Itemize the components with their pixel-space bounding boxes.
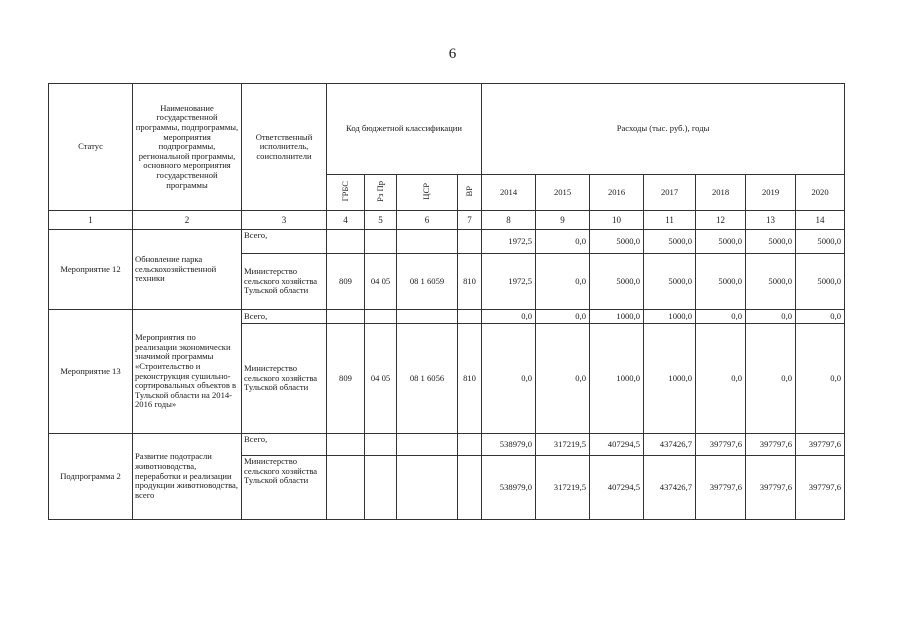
row-total-label: Всего, (242, 310, 327, 324)
year-2019: 2019 (746, 175, 796, 211)
rzpr-cell (365, 456, 397, 520)
value-cell: 407294,5 (590, 434, 644, 456)
value-cell: 0,0 (536, 310, 590, 324)
row-status: Подпрограмма 2 (49, 434, 133, 520)
col-num: 14 (796, 211, 845, 230)
value-cell: 1000,0 (644, 324, 696, 434)
header-vr-label: ВР (463, 185, 474, 197)
vr-cell: 810 (458, 254, 482, 310)
col-num: 3 (242, 211, 327, 230)
header-row (49, 84, 845, 175)
budget-table (48, 83, 845, 520)
header-expenses: Расходы (тыс. руб.), годы (482, 84, 845, 175)
header-csr (397, 175, 458, 211)
vr-cell: 810 (458, 324, 482, 434)
csr-cell (397, 456, 458, 520)
page-number: 6 (448, 46, 457, 62)
value-cell: 397797,6 (796, 456, 845, 520)
row-ministry-label: Министерство сельского хозяйства Тульской области (242, 456, 327, 520)
vr-cell (458, 456, 482, 520)
value-cell: 5000,0 (644, 254, 696, 310)
header-csr-label: ЦСР (421, 182, 432, 200)
year-2016: 2016 (590, 175, 644, 211)
value-cell: 5000,0 (590, 230, 644, 254)
value-cell: 1972,5 (482, 230, 536, 254)
header-status: Статус (49, 84, 133, 211)
header-name: Наименование государственной программы, подпрограммы, мероприятия подпрограммы, региональной программы, основного мероприятия государственной программы (133, 84, 242, 211)
value-cell: 5000,0 (644, 230, 696, 254)
value-cell: 317219,5 (536, 434, 590, 456)
value-cell: 397797,6 (746, 434, 796, 456)
value-cell: 538979,0 (482, 434, 536, 456)
row-total-label: Всего, (242, 434, 327, 456)
value-cell: 0,0 (536, 324, 590, 434)
col-num: 11 (644, 211, 696, 230)
grbs-cell (327, 456, 365, 520)
col-num: 7 (458, 211, 482, 230)
value-cell: 5000,0 (796, 254, 845, 310)
header-rzpr-label: Рз Пр (374, 180, 385, 202)
rzpr-cell: 04 05 (365, 324, 397, 434)
value-cell: 0,0 (746, 310, 796, 324)
row-ministry-label: Министерство сельского хозяйства Тульской области (242, 324, 327, 434)
year-2018: 2018 (696, 175, 746, 211)
value-cell: 1000,0 (644, 310, 696, 324)
row-status: Мероприятие 13 (49, 310, 133, 434)
value-cell: 397797,6 (796, 434, 845, 456)
csr-cell: 08 1 6056 (397, 324, 458, 434)
year-2015: 2015 (536, 175, 590, 211)
col-num: 10 (590, 211, 644, 230)
col-num: 9 (536, 211, 590, 230)
value-cell: 0,0 (482, 324, 536, 434)
column-number-row (49, 211, 845, 230)
value-cell: 5000,0 (590, 254, 644, 310)
year-2014: 2014 (482, 175, 536, 211)
csr-cell: 08 1 6059 (397, 254, 458, 310)
table-row (49, 310, 845, 324)
value-cell: 1000,0 (590, 324, 644, 434)
value-cell: 5000,0 (696, 254, 746, 310)
row-name: Развитие подотрасли животноводства, переработки и реализации продукции животноводства, всего (133, 434, 242, 520)
table-row (49, 434, 845, 456)
value-cell: 0,0 (796, 310, 845, 324)
row-ministry-label: Министерство сельского хозяйства Тульской области (242, 254, 327, 310)
value-cell: 0,0 (536, 254, 590, 310)
header-executor: Ответственный исполнитель, соисполнители (242, 84, 327, 211)
value-cell: 0,0 (696, 310, 746, 324)
rzpr-cell: 04 05 (365, 254, 397, 310)
value-cell: 0,0 (536, 230, 590, 254)
value-cell: 397797,6 (696, 434, 746, 456)
row-status: Мероприятие 12 (49, 230, 133, 310)
value-cell: 1000,0 (590, 310, 644, 324)
value-cell: 0,0 (696, 324, 746, 434)
header-budget-code: Код бюджетной классификации (327, 84, 482, 175)
year-2017: 2017 (644, 175, 696, 211)
col-num: 8 (482, 211, 536, 230)
header-grbs-label: ГРБС (339, 181, 350, 202)
col-num: 6 (397, 211, 458, 230)
value-cell: 5000,0 (796, 230, 845, 254)
header-vr (458, 175, 482, 211)
value-cell: 437426,7 (644, 434, 696, 456)
value-cell: 397797,6 (696, 456, 746, 520)
value-cell: 0,0 (482, 310, 536, 324)
col-num: 13 (746, 211, 796, 230)
value-cell: 5000,0 (696, 230, 746, 254)
value-cell: 407294,5 (590, 456, 644, 520)
value-cell: 437426,7 (644, 456, 696, 520)
col-num: 5 (365, 211, 397, 230)
row-name: Мероприятия по реализации экономически значимой программы «Строительство и реконструкция сушильно-сортировальных объектов в Тульской области на 2014-2016 годы» (133, 310, 242, 434)
value-cell: 1972,5 (482, 254, 536, 310)
value-cell: 397797,6 (746, 456, 796, 520)
grbs-cell: 809 (327, 324, 365, 434)
row-total-label: Всего, (242, 230, 327, 254)
col-num: 2 (133, 211, 242, 230)
year-2020: 2020 (796, 175, 845, 211)
col-num: 1 (49, 211, 133, 230)
grbs-cell: 809 (327, 254, 365, 310)
value-cell: 317219,5 (536, 456, 590, 520)
value-cell: 538979,0 (482, 456, 536, 520)
col-num: 12 (696, 211, 746, 230)
col-num: 4 (327, 211, 365, 230)
value-cell: 5000,0 (746, 230, 796, 254)
value-cell: 0,0 (746, 324, 796, 434)
row-name: Обновление парка сельскохозяйственной техники (133, 230, 242, 310)
header-rzpr (365, 175, 397, 211)
value-cell: 0,0 (796, 324, 845, 434)
table-row (49, 230, 845, 254)
header-grbs (327, 175, 365, 211)
value-cell: 5000,0 (746, 254, 796, 310)
